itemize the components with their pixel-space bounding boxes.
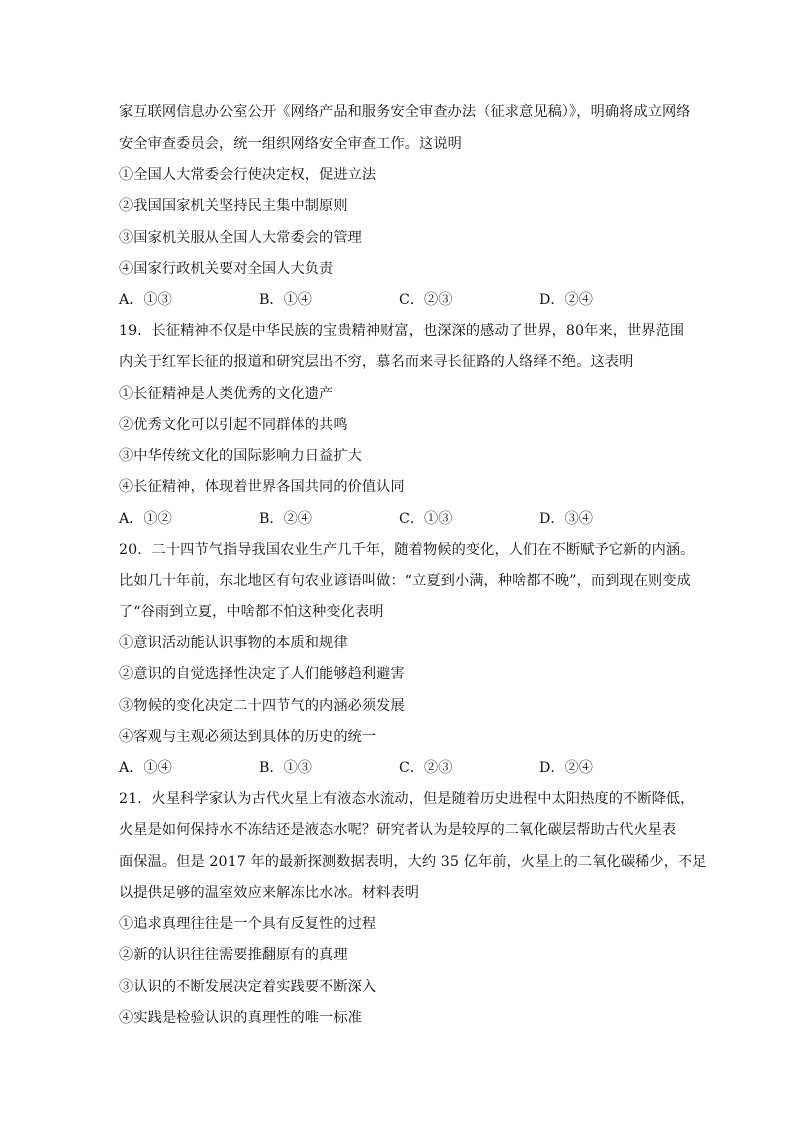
q20-option-d: D．②④ (539, 760, 593, 776)
q21-item-2: ②新的认识往往需要推翻原有的真理 (119, 947, 348, 963)
q18-option-d: D．②④ (539, 292, 593, 308)
q18-item-4: ④国家行政机关要对全国人大负责 (119, 261, 334, 277)
q21-stem-line-2: 火星是如何保持水不冻结还是液态水呢？研究者认为是较厚的二氧化碳层帮助古代火星表 (119, 822, 677, 838)
q20-item-3: ③物候的变化决定二十四节气的内涵必须发展 (119, 698, 405, 714)
q20-item-1: ①意识活动能认识事物的本质和规律 (119, 635, 348, 651)
q20-option-a: A．①④ (119, 760, 172, 776)
q18-item-2: ②我国国家机关坚持民主集中制原则 (119, 198, 348, 214)
q20-option-b: B．①③ (259, 760, 312, 776)
q21-item-3: ③认识的不断发展决定着实践要不断深入 (119, 979, 377, 995)
q21-stem-line-3: 面保温。但是 2017 年的最新探测数据表明，大约 35 亿年前，火星上的二氧化碳稀少，不足 (119, 854, 707, 870)
q18-option-a: A．①③ (119, 292, 172, 308)
q19-stem-line-2: 内关于红军长征的报道和研究层出不穷，慕名而来寻长征路的人络绎不绝。这表明 (119, 354, 634, 370)
q18-stem-line-1: 家互联网信息办公室公开《网络产品和服务安全审查办法（征求意见稿）》，明确将成立网络 (119, 104, 691, 120)
q18-option-b: B．①④ (259, 292, 312, 308)
q18-item-3: ③国家机关服从全国人大常委会的管理 (119, 230, 362, 246)
q19-item-4: ④长征精神，体现着世界各国共同的价值认同 (119, 479, 405, 495)
q18-option-c: C．②③ (399, 292, 453, 308)
q20-item-2: ②意识的自觉选择性决定了人们能够趋利避害 (119, 666, 405, 682)
q19-item-3: ③中华传统文化的国际影响力日益扩大 (119, 448, 362, 464)
q19-option-d: D．③④ (539, 511, 593, 527)
q21-stem-line-1: 21．火星科学家认为古代火星上有液态水流动，但是随着历史进程中太阳热度的不断降低， (119, 791, 695, 807)
q19-item-2: ②优秀文化可以引起不同群体的共鸣 (119, 417, 348, 433)
q20-stem-line-3: 了“谷雨到立夏，中啥都不怕这种变化表明 (119, 604, 384, 620)
q20-item-4: ④客观与主观必须达到具体的历史的统一 (119, 729, 377, 745)
q18-stem-line-2: 安全审查委员会，统一组织网络安全审查工作。这说明 (119, 136, 462, 152)
q21-item-4: ④实践是检验认识的真理性的唯一标准 (119, 1010, 362, 1026)
q19-item-1: ①长征精神是人类优秀的文化遗产 (119, 386, 334, 402)
q21-stem-line-4: 以提供足够的温室效应来解冻比水冰。材料表明 (119, 885, 420, 901)
q18-item-1: ①全国人大常委会行使决定权，促进立法 (119, 167, 377, 183)
q20-stem-line-2: 比如几十年前，东北地区有句农业谚语叫做：“立夏到小满，种啥都不晚”，而到现在则变成 (119, 573, 691, 589)
q19-option-a: A．①② (119, 511, 172, 527)
q19-option-b: B．②④ (259, 511, 312, 527)
q19-option-c: C．①③ (399, 511, 453, 527)
q20-stem-line-1: 20．二十四节气指导我国农业生产几千年，随着物候的变化，人们在不断赋予它新的内涵。 (119, 542, 695, 558)
q19-stem-line-1: 19．长征精神不仅是中华民族的宝贵精神财富，也深深的感动了世界，80年来，世界范围 (119, 323, 685, 339)
q20-option-c: C．②③ (399, 760, 453, 776)
q21-item-1: ①追求真理往往是一个具有反复性的过程 (119, 916, 377, 932)
